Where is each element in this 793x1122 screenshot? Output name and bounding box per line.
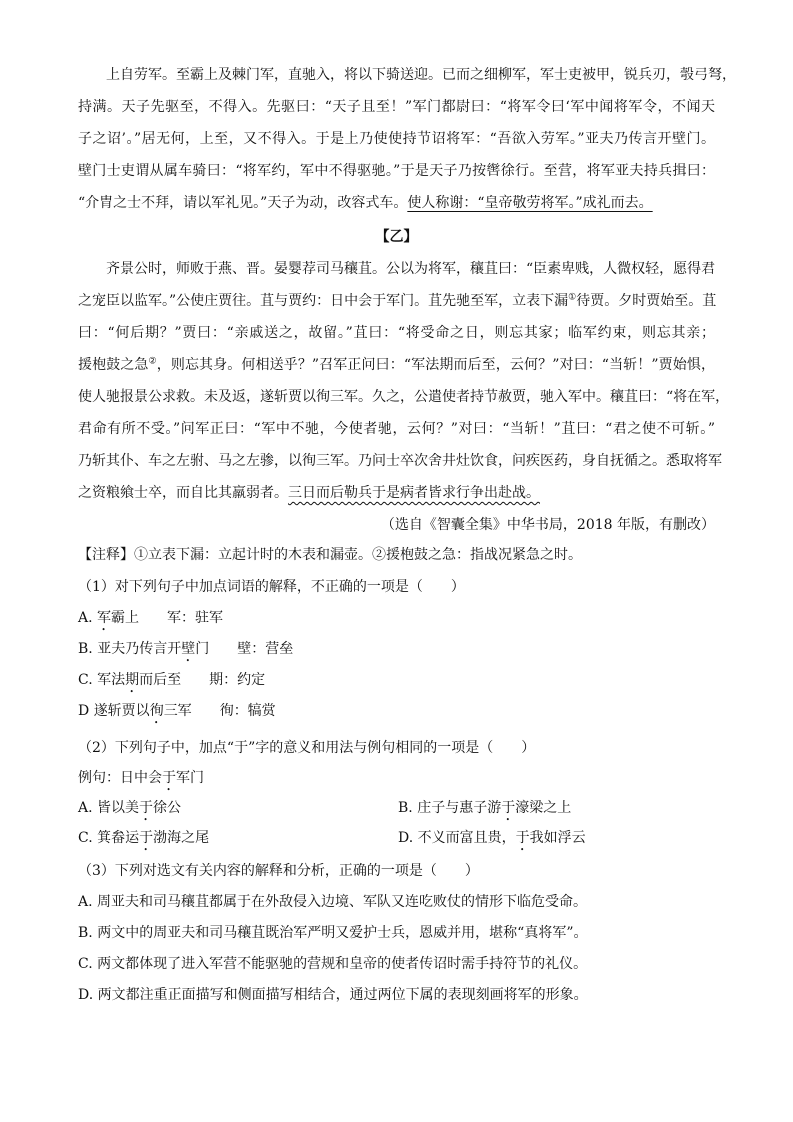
q1-option-b-dotted-word: 壁: [181, 641, 196, 657]
q2-option-c-dotted-word: 于: [139, 830, 154, 846]
q2-option-c-text-b: 渤海之尾: [153, 830, 210, 846]
q3-option-c: C. 两文都体现了进入军营不能驱驰的营规和皇帝的使者传诏时需手持符节的礼仪。: [78, 956, 588, 972]
q1-option-c-explanation: ：约定: [223, 672, 266, 688]
q1-option-a-text-b: 霸上: [111, 610, 140, 626]
yi-line-2-text-b: 待贾。夕时贾始至。苴: [576, 293, 717, 309]
q1-option-b-text-b: 门: [195, 641, 210, 657]
yi-line-1: 齐景公时，师败于燕、晋。晏婴荐司马穰苴。公以为将军，穰苴曰：“臣素卑贱，人微权轻，愿得君: [106, 261, 716, 277]
note-marker-1: ①: [568, 292, 577, 303]
jia-line-5-text: “介胄之士不拜，请以军礼见。”天子为动，改容式车。: [78, 195, 408, 211]
q2-option-d-text-b: 我如浮云: [529, 830, 586, 846]
jia-underlined-sentence: 使人称谢：“皇帝敬劳将军。”成礼而去。: [407, 195, 653, 211]
yi-line-6: 君命有所不受。”问军正曰：“军中不驰，今使者驰，云何？”对曰：“当斩！”苴曰：“君之使不可斩。”: [78, 421, 715, 437]
q1-option-a: [78, 608, 223, 634]
q2-option-b-text: B. 庄子与惠子游: [398, 800, 502, 816]
q2-option-a-text-b: 徐公: [153, 800, 182, 816]
q1-option-a-explanation: ：驻军: [181, 610, 224, 626]
q1-option-b-text: 亚夫乃传言开: [97, 641, 182, 657]
q1-option-b-letter: B.: [78, 641, 98, 657]
q1-option-a-dotted-word: 军: [97, 610, 112, 626]
q1-option-c: [78, 670, 265, 696]
q2-option-c: [78, 828, 209, 854]
yi-heading: 【乙】: [375, 229, 418, 245]
q3-option-b: B. 两文中的周亚夫和司马穰苴既治军严明又爱护士兵，恩威并用，堪称“真将军”。: [78, 925, 588, 941]
q1-option-a-word: 军: [167, 610, 182, 626]
yi-line-4-text-b: ，则忘其身。何相送乎？”召军正问曰：“军法期而后至，云何？”对曰：“当斩！”贾始惧，: [156, 357, 715, 373]
q1-option-d-text: 遂斩贾以: [93, 703, 150, 719]
q1-option-d-word: 徇: [219, 703, 234, 719]
jia-line-2: 持满。天子先驱至，不得入。先驱曰：“天子且至！”军门都尉曰：“将军令曰‘军中闻将军令，不闻天: [78, 99, 715, 115]
annotation-notes: 【注释】①立表下漏：立起计时的木表和漏壶。②援枹鼓之急：指战况紧急之时。: [78, 547, 582, 563]
q1-option-d-letter: D: [78, 703, 94, 719]
q2-example-text: 例句：日中会: [78, 770, 162, 786]
q2-option-a-text: A. 皆以美: [78, 800, 140, 816]
yi-line-5: 使人驰报景公求救。未及返，遂斩贾以徇三军。久之，公遣使者持节赦贾，驰入军中。穰苴曰：“将在军，: [78, 389, 730, 405]
yi-line-2-text: 之宠臣以监军。”公使庄贾往。苴与贾约：日中会于军门。苴先驰至军，立表下漏: [78, 293, 569, 309]
q2-option-d-text: D. 不义而富且贵，: [398, 830, 516, 846]
q1-option-c-word: 期: [209, 672, 224, 688]
q3-option-a: A. 周亚夫和司马穰苴都属于在外敌侵入边境、军队又连吃败仗的情形下临危受命。: [78, 894, 588, 910]
q2-example-text-b: 军门: [176, 770, 204, 786]
yi-wavy-underlined-sentence: 三日而后勒兵于是病者皆求行争出赴战。: [288, 485, 540, 501]
q1-option-c-dotted-word: 期: [125, 672, 140, 688]
q2-option-b-text-b: 濠梁之上: [515, 800, 572, 816]
q2-option-b: [398, 798, 571, 824]
yi-line-8: [78, 483, 540, 503]
yi-line-8-text: 之资粮飨士卒，而自比其羸弱者。: [78, 485, 288, 501]
yi-line-4: [78, 355, 715, 375]
source-citation: （选自《智囊全集》中华书局，2018 年版，有删改）: [380, 517, 715, 533]
jia-line-4: 壁门士吏谓从属车骑曰：“将军约，军中不得驱驰。”于是天子乃按辔徐行。至营，将军亚夫持兵揖曰：: [78, 163, 715, 179]
q1-option-c-text-b: 而后至: [139, 672, 182, 688]
q1-option-c-letter: C.: [78, 672, 98, 688]
q1-option-b-explanation: ：营垒: [251, 641, 294, 657]
q1-option-c-text: 军法: [97, 672, 126, 688]
q2-example-dotted-word: 于: [162, 770, 176, 786]
q1-option-a-letter: A.: [78, 610, 98, 626]
jia-line-1: 上自劳军。至霸上及棘门军，直驰入，将以下骑送迎。已而之细柳军，军士吏被甲，锐兵刃，彀弓弩，: [106, 67, 736, 83]
note-marker-2: ②: [148, 356, 157, 367]
q2-option-a-dotted-word: 于: [139, 800, 154, 816]
jia-line-5: [78, 193, 653, 213]
jia-line-3: 子之诏’。”居无何，上至，又不得入。于是上乃使使持节诏将军：“吾欲入劳军。”亚夫乃传言开壁门。: [78, 131, 715, 147]
q1-option-d: [78, 701, 276, 727]
q1-option-b-word: 壁: [237, 641, 252, 657]
q1-option-d-dotted-word: 徇: [149, 703, 164, 719]
q2-option-b-dotted-word: 于: [501, 800, 516, 816]
yi-line-7: 乃斩其仆、车之左驸、马之左骖，以徇三军。乃问士卒次舍井灶饮食，问疾医药，身自抚循之。悉取将军: [78, 453, 722, 469]
q2-example: [78, 768, 204, 794]
q1-option-d-explanation: ：犒赏: [233, 703, 276, 719]
q2-option-c-text: C. 箕畚运: [78, 830, 140, 846]
q3-option-d: D. 两文都注重正面描写和侧面描写相结合，通过两位下属的表现刻画将军的形象。: [78, 987, 588, 1003]
yi-line-4-text: 援枹鼓之急: [78, 357, 149, 373]
q1-option-d-text-b: 三军: [163, 703, 192, 719]
q1-option-b: [78, 639, 293, 665]
q2-option-d: [398, 828, 586, 854]
q3-stem: （3）下列对选文有关内容的解释和分析，正确的一项是（ ）: [78, 863, 479, 879]
q2-option-a: [78, 798, 181, 824]
q2-stem: （2）下列句子中，加点“于”字的意义和用法与例句相同的一项是（ ）: [78, 740, 536, 756]
q2-option-d-dotted-word: 于: [515, 830, 530, 846]
q1-stem: （1）对下列句子中加点词语的解释，不正确的一项是（ ）: [78, 579, 465, 595]
yi-line-3: 曰：“何后期？”贾曰：“亲戚送之，故留。”苴曰：“将受命之日，则忘其家；临军约束，则忘其亲；: [78, 325, 715, 341]
yi-line-2: [78, 291, 715, 311]
